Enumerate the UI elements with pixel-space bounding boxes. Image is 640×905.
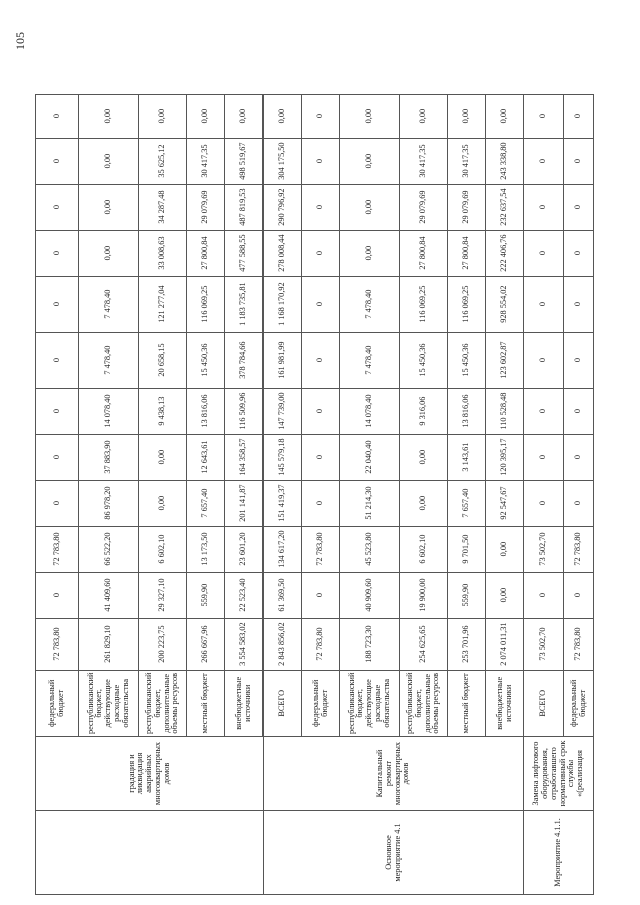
value-cell: 0 xyxy=(36,276,79,332)
value-cell: 51 214,30 xyxy=(340,480,400,526)
value-cell: 20 658,15 xyxy=(139,332,187,388)
value-cell: 7 657,40 xyxy=(448,480,486,526)
value-cell: 0 xyxy=(524,332,564,388)
value-cell: 0 xyxy=(302,434,340,480)
value-cell: 120 395,17 xyxy=(486,434,524,480)
value-cell: 0,00 xyxy=(340,94,400,138)
value-cell: 15 450,36 xyxy=(448,332,486,388)
value-cell: 477 588,55 xyxy=(225,230,263,276)
value-cell: 6 602,10 xyxy=(400,526,448,572)
value-cell: 72 783,80 xyxy=(302,618,340,670)
value-cell: 0 xyxy=(302,480,340,526)
value-cell: 0 xyxy=(564,332,594,388)
page-number: 105 xyxy=(13,32,27,50)
value-cell: 0 xyxy=(524,184,564,230)
source-cell: федеральный бюджет xyxy=(36,670,79,736)
value-cell: 22 523,40 xyxy=(225,572,263,618)
value-cell: 0 xyxy=(524,434,564,480)
value-cell: 559,90 xyxy=(187,572,225,618)
value-cell: 0 xyxy=(302,230,340,276)
value-cell: 72 783,80 xyxy=(302,526,340,572)
value-cell: 0,00 xyxy=(486,526,524,572)
value-cell: 7 478,40 xyxy=(79,276,139,332)
value-cell: 73 502,70 xyxy=(524,526,564,572)
value-cell: 0,00 xyxy=(139,94,187,138)
value-cell: 3 554 583,02 xyxy=(225,618,263,670)
value-cell: 13 816,06 xyxy=(448,388,486,434)
value-cell: 0,00 xyxy=(340,138,400,184)
value-cell: 23 601,20 xyxy=(225,526,263,572)
value-cell: 559,90 xyxy=(448,572,486,618)
table-row xyxy=(524,94,564,894)
value-cell: 0,00 xyxy=(79,230,139,276)
budget-table xyxy=(35,94,594,895)
value-cell: 14 078,40 xyxy=(340,388,400,434)
value-cell: 0,00 xyxy=(225,94,263,138)
value-cell: 254 625,65 xyxy=(400,618,448,670)
source-cell: ВСЕГО xyxy=(264,670,302,736)
value-cell: 72 783,80 xyxy=(36,618,79,670)
value-cell: 0 xyxy=(564,434,594,480)
value-cell: 73 502,70 xyxy=(524,618,564,670)
value-cell: 92 547,67 xyxy=(486,480,524,526)
value-cell: 2 074 011,31 xyxy=(486,618,524,670)
source-cell: внебюджетные источники xyxy=(225,670,263,736)
value-cell: 27 800,84 xyxy=(448,230,486,276)
source-cell: внебюджетные источники xyxy=(486,670,524,736)
value-cell: 66 522,20 xyxy=(79,526,139,572)
value-cell: 7 657,40 xyxy=(187,480,225,526)
value-cell: 0,00 xyxy=(400,480,448,526)
value-cell: 40 909,60 xyxy=(340,572,400,618)
value-cell: 0 xyxy=(564,184,594,230)
value-cell: 0,00 xyxy=(187,94,225,138)
value-cell: 41 409,60 xyxy=(79,572,139,618)
value-cell: 110 528,48 xyxy=(486,388,524,434)
value-cell: 30 417,35 xyxy=(400,138,448,184)
value-cell: 72 783,80 xyxy=(36,526,79,572)
value-cell: 0,00 xyxy=(486,572,524,618)
value-cell: 37 883,90 xyxy=(79,434,139,480)
measure-cell: Мероприятие 4.1.1. xyxy=(524,811,594,895)
value-cell: 0 xyxy=(564,572,594,618)
value-cell: 188 723,30 xyxy=(340,618,400,670)
value-cell: 0 xyxy=(302,276,340,332)
value-cell: 0 xyxy=(564,276,594,332)
value-cell: 30 417,35 xyxy=(448,138,486,184)
source-cell: местный бюджет xyxy=(448,670,486,736)
value-cell: 0 xyxy=(36,434,79,480)
source-cell: федеральный бюджет xyxy=(564,670,594,736)
value-cell: 0 xyxy=(524,388,564,434)
value-cell: 0 xyxy=(36,138,79,184)
measure-cell: Основное мероприятие 4.1 xyxy=(264,811,524,895)
value-cell: 29 079,69 xyxy=(400,184,448,230)
source-cell: республиканский бюджет, дополнительные объемы ресурсов xyxy=(400,670,448,736)
value-cell: 0 xyxy=(524,276,564,332)
source-cell: ВСЕГО xyxy=(524,670,564,736)
value-cell: 15 450,36 xyxy=(187,332,225,388)
value-cell: 928 554,02 xyxy=(486,276,524,332)
value-cell: 147 739,00 xyxy=(264,388,302,434)
source-cell: республиканский бюджет, действующие расходные обязательства xyxy=(79,670,139,736)
value-cell: 29 079,69 xyxy=(187,184,225,230)
source-cell: местный бюджет xyxy=(187,670,225,736)
value-cell: 27 800,84 xyxy=(187,230,225,276)
value-cell: 72 783,80 xyxy=(564,618,594,670)
value-cell: 0,00 xyxy=(400,94,448,138)
value-cell: 0,00 xyxy=(139,480,187,526)
value-cell: 0 xyxy=(524,572,564,618)
value-cell: 86 978,20 xyxy=(79,480,139,526)
value-cell: 145 579,18 xyxy=(264,434,302,480)
value-cell: 9 701,50 xyxy=(448,526,486,572)
value-cell: 9 316,06 xyxy=(400,388,448,434)
value-cell: 0 xyxy=(36,94,79,138)
value-cell: 201 141,87 xyxy=(225,480,263,526)
value-cell: 278 008,44 xyxy=(264,230,302,276)
program-cell: градация и ликвидация аварийных многоквартирных домов xyxy=(36,737,264,811)
value-cell: 253 701,96 xyxy=(448,618,486,670)
value-cell: 232 637,54 xyxy=(486,184,524,230)
value-cell: 498 519,67 xyxy=(225,138,263,184)
value-cell: 290 796,92 xyxy=(264,184,302,230)
value-cell: 261 829,10 xyxy=(79,618,139,670)
value-cell: 378 784,66 xyxy=(225,332,263,388)
value-cell: 304 175,50 xyxy=(264,138,302,184)
value-cell: 30 417,35 xyxy=(187,138,225,184)
value-cell: 0,00 xyxy=(79,94,139,138)
value-cell: 45 523,80 xyxy=(340,526,400,572)
value-cell: 0 xyxy=(564,138,594,184)
value-cell: 116 069,25 xyxy=(400,276,448,332)
value-cell: 13 173,50 xyxy=(187,526,225,572)
value-cell: 0,00 xyxy=(400,434,448,480)
value-cell: 22 040,40 xyxy=(340,434,400,480)
value-cell: 29 079,69 xyxy=(448,184,486,230)
program-cell: Капитальный ремонт многоквартирных домов xyxy=(264,737,524,811)
value-cell: 0 xyxy=(302,184,340,230)
value-cell: 0 xyxy=(564,388,594,434)
value-cell: 0 xyxy=(302,332,340,388)
value-cell: 19 900,00 xyxy=(400,572,448,618)
value-cell: 72 783,80 xyxy=(564,526,594,572)
value-cell: 3 143,61 xyxy=(448,434,486,480)
value-cell: 0 xyxy=(302,388,340,434)
value-cell: 0 xyxy=(36,230,79,276)
value-cell: 0 xyxy=(36,480,79,526)
value-cell: 27 800,84 xyxy=(400,230,448,276)
value-cell: 123 602,87 xyxy=(486,332,524,388)
measure-cell xyxy=(36,811,264,895)
value-cell: 0 xyxy=(36,388,79,434)
source-cell: республиканский бюджет, дополнительные объемы ресурсов xyxy=(139,670,187,736)
value-cell: 222 406,76 xyxy=(486,230,524,276)
value-cell: 0 xyxy=(524,230,564,276)
value-cell: 0,00 xyxy=(79,184,139,230)
value-cell: 12 643,61 xyxy=(187,434,225,480)
value-cell: 0 xyxy=(302,572,340,618)
value-cell: 0 xyxy=(36,332,79,388)
table-row xyxy=(36,94,79,894)
value-cell: 0,00 xyxy=(340,230,400,276)
value-cell: 0 xyxy=(564,230,594,276)
value-cell: 33 008,63 xyxy=(139,230,187,276)
value-cell: 6 602,10 xyxy=(139,526,187,572)
value-cell: 1 168 170,92 xyxy=(264,276,302,332)
value-cell: 9 438,13 xyxy=(139,388,187,434)
value-cell: 15 450,36 xyxy=(400,332,448,388)
value-cell: 116 069,25 xyxy=(448,276,486,332)
value-cell: 0 xyxy=(564,94,594,138)
value-cell: 0,00 xyxy=(264,94,302,138)
value-cell: 116 069,25 xyxy=(187,276,225,332)
program-cell: Замена лифтового оборудования, отработавшего нормативный срок службы «(реализация xyxy=(524,737,594,811)
value-cell: 7 478,40 xyxy=(340,276,400,332)
value-cell: 0 xyxy=(524,94,564,138)
value-cell: 0 xyxy=(302,138,340,184)
value-cell: 0 xyxy=(302,94,340,138)
value-cell: 116 509,96 xyxy=(225,388,263,434)
value-cell: 0 xyxy=(524,138,564,184)
source-cell: республиканский бюджет, действующие расходные обязательства xyxy=(340,670,400,736)
value-cell: 0,00 xyxy=(340,184,400,230)
value-cell: 0 xyxy=(564,480,594,526)
value-cell: 266 667,96 xyxy=(187,618,225,670)
value-cell: 34 287,48 xyxy=(139,184,187,230)
value-cell: 151 419,37 xyxy=(264,480,302,526)
value-cell: 14 078,40 xyxy=(79,388,139,434)
value-cell: 0,00 xyxy=(448,94,486,138)
value-cell: 487 819,53 xyxy=(225,184,263,230)
value-cell: 0,00 xyxy=(139,434,187,480)
value-cell: 13 816,06 xyxy=(187,388,225,434)
value-cell: 2 843 856,02 xyxy=(264,618,302,670)
value-cell: 29 327,10 xyxy=(139,572,187,618)
value-cell: 35 625,12 xyxy=(139,138,187,184)
table-row xyxy=(264,94,302,894)
value-cell: 0 xyxy=(524,480,564,526)
value-cell: 243 338,80 xyxy=(486,138,524,184)
value-cell: 200 223,75 xyxy=(139,618,187,670)
value-cell: 0,00 xyxy=(486,94,524,138)
value-cell: 1 183 735,81 xyxy=(225,276,263,332)
value-cell: 0 xyxy=(36,184,79,230)
value-cell: 134 617,20 xyxy=(264,526,302,572)
value-cell: 0 xyxy=(36,572,79,618)
value-cell: 164 358,57 xyxy=(225,434,263,480)
value-cell: 7 478,40 xyxy=(340,332,400,388)
value-cell: 161 981,99 xyxy=(264,332,302,388)
value-cell: 0,00 xyxy=(79,138,139,184)
value-cell: 7 478,40 xyxy=(79,332,139,388)
value-cell: 61 369,50 xyxy=(264,572,302,618)
source-cell: федеральный бюджет xyxy=(302,670,340,736)
value-cell: 121 277,04 xyxy=(139,276,187,332)
